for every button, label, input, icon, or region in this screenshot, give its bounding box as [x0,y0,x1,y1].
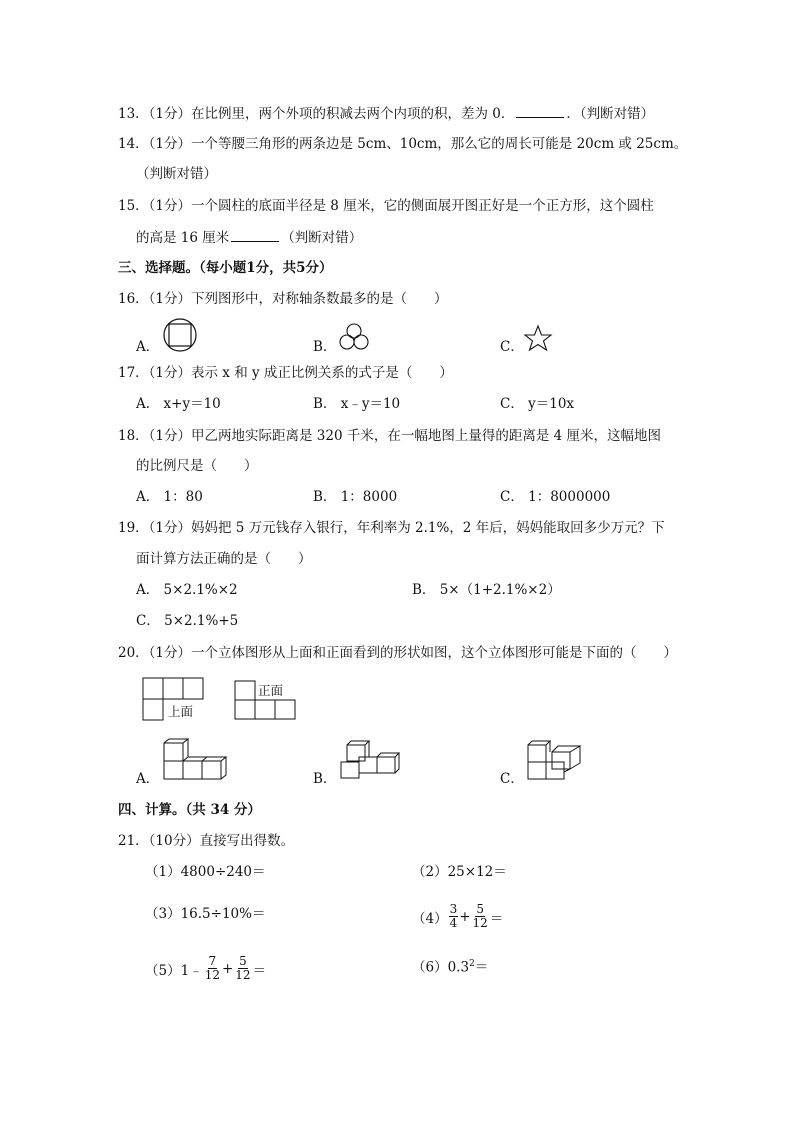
question-15-line1: 15．（1分）一个圆柱的底面半径是 8 厘米，它的侧面展开图正好是一个正方形，这个圆柱 [118,198,654,214]
equals-sign: ＝ [489,910,504,927]
numerator: 5 [476,902,484,916]
q18-option-a[interactable]: A． 1：80 [136,489,203,505]
cube-stack-a-icon [160,737,228,783]
denominator: 12 [204,968,220,982]
q16-option-b-label[interactable]: B． [313,339,337,355]
q21-item-4-label: （4） [412,910,448,927]
q20-option-a-label[interactable]: A． [136,771,160,787]
question-19-line1: 19．（1分）妈妈把 5 万元钱存入银行，年利率为 2.1%，2 年后，妈妈能取回多少万元？下 [118,520,665,536]
question-14-line1: 14．（1分）一个等腰三角形的两条边是 5cm、10cm，那么它的周长可能是 20cm 或 25cm。 [118,136,688,152]
section-3-heading: 三、选择题。（每小题1分，共5分） [118,260,333,276]
question-15-line2 [136,228,362,247]
fraction [472,903,489,930]
q15-tail: （判断对错） [281,230,363,246]
question-13 [118,104,654,123]
question-19-line2: 面计算方法正确的是（ ） [136,551,312,567]
q13-text: 13．（1分）在比例里，两个外项的积减去两个内项的积，差为 0． [118,106,515,122]
q21-item-3: （3）16.5÷10%＝ [145,906,266,922]
q21-item-2: （2）25×12＝ [412,864,507,880]
numerator: 3 [449,902,458,916]
denominator: 12 [472,916,488,930]
denominator: 4 [449,916,458,930]
q19-option-b[interactable]: B． 5×（1+2.1%×2） [412,582,561,598]
answer-blank[interactable] [231,228,279,242]
question-18-line2: 的比例尺是（ ） [136,458,258,474]
cube-stack-c-icon [526,738,586,782]
question-21: 21．（10分）直接写出得数。 [118,833,295,849]
numerator: 5 [239,954,247,968]
star-icon [523,324,553,352]
q17-option-c[interactable]: C． y＝10x [500,396,575,412]
q16-option-a-label[interactable]: A． [136,339,160,355]
q21-item-4 [412,903,503,930]
top-view-label: 上面 [168,704,194,719]
question-20: 20．（1分）一个立体图形从上面和正面看到的形状如图，这个立体图形可能是下面的（ ） [118,645,678,661]
q19-option-c[interactable]: C． 5×2.1%+5 [136,613,239,629]
circle-square-icon [162,318,200,354]
question-18-line1: 18．（1分）甲乙两地实际距离是 320 千米，在一幅地图上量得的距离是 4 厘米，这幅地图 [118,428,662,444]
q21-item-5-label: （5）1﹣ [145,962,203,979]
q20-option-b-label[interactable]: B． [313,771,337,787]
section-4-heading: 四、计算。（共 34 分） [118,802,261,818]
equals-sign: ＝ [252,962,267,979]
answer-blank[interactable] [516,104,564,118]
q17-option-a[interactable]: A． x+y＝10 [136,396,221,412]
q20-option-c-label[interactable]: C． [500,771,524,787]
cube-stack-b-icon [339,740,401,782]
q18-option-b[interactable]: B． 1：8000 [313,489,398,505]
q16-option-c-label[interactable]: C． [500,339,524,355]
numerator: 7 [208,954,217,968]
q21-item-6-label: （6）0.3 [412,959,470,976]
q17-option-b[interactable]: B． x﹣y＝10 [313,396,401,412]
q21-item-5 [145,955,266,982]
q21-item-1: （1）4800÷240＝ [145,864,266,880]
question-16: 16．（1分）下列图形中，对称轴条数最多的是（ ） [118,291,448,307]
q21-item-6 [412,955,488,977]
plus-operator: + [221,960,234,977]
q15-text: 的高是 16 厘米 [136,230,230,246]
three-circles-icon [337,322,371,352]
exponent: 2 [469,959,475,969]
equals-sign: ＝ [474,959,489,976]
question-14-line2: （判断对错） [136,166,217,182]
q19-option-a[interactable]: A． 5×2.1%×2 [136,582,238,598]
plus-operator: + [459,908,471,925]
fraction [204,955,221,982]
denominator: 12 [235,968,251,982]
question-17: 17．（1分）表示 x 和 y 成正比例关系的式子是（ ） [118,365,453,381]
q13-tail: ．（判断对错） [566,106,655,122]
fraction [234,955,251,982]
front-view-label: 正面 [258,683,284,698]
q18-option-c[interactable]: C． 1：8000000 [500,489,611,505]
fraction [449,903,459,930]
